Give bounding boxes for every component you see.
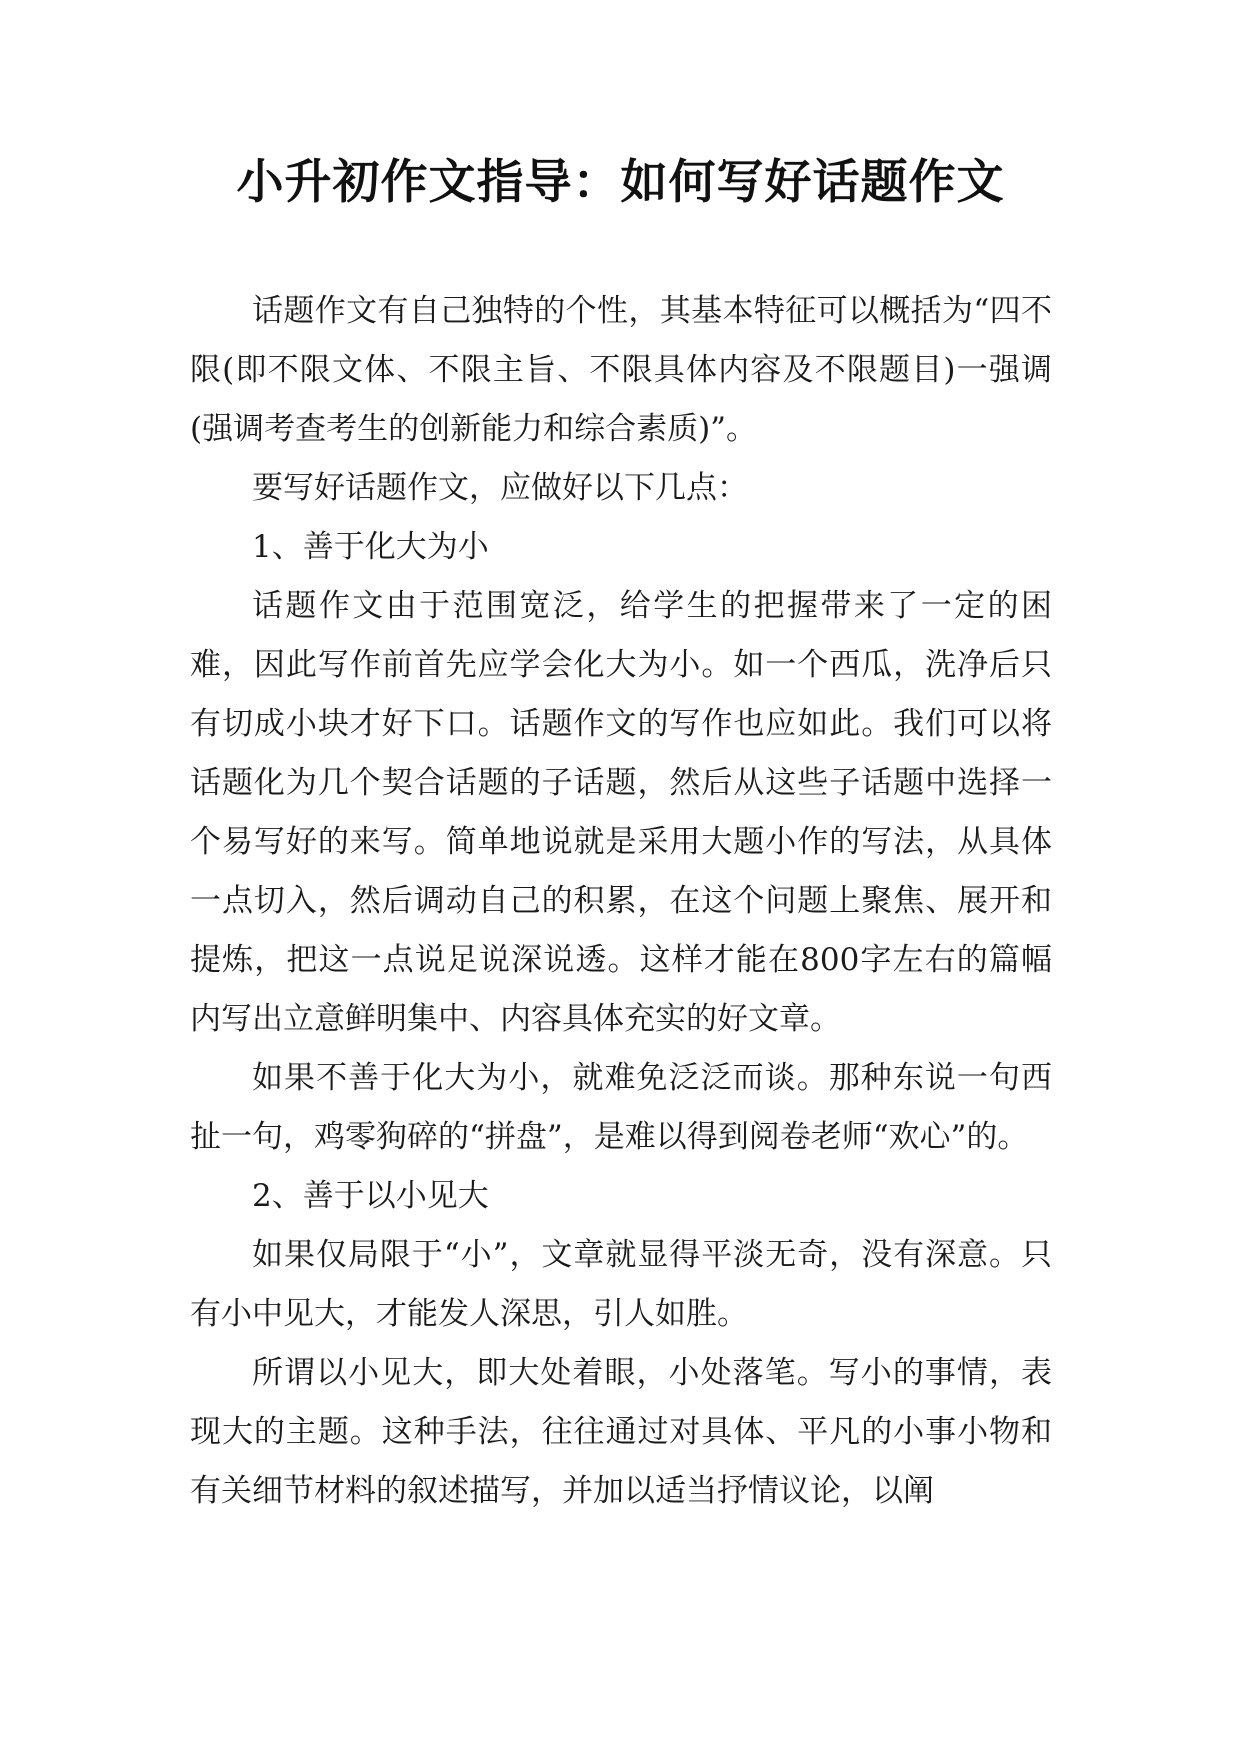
section-heading-1: 1、善于化大为小 — [252, 529, 489, 565]
paragraph-intro: 话题作文有自己独特的个性，其基本特征可以概括为“四不限(即不限文体、不限主旨、不限具体内容及不限题目)一强调(强调考查考生的创新能力和综合素质)”。 — [190, 293, 1052, 447]
section-heading-2: 2、善于以小见大 — [252, 1178, 489, 1214]
document-body — [190, 282, 1052, 1521]
paragraph: 所谓以小见大，即大处着眼，小处落笔。写小的事情，表现大的主题。这种手法，往往通过对具体、平凡的小事小物和有关细节材料的叙述描写，并加以适当抒情议论，以阐 — [190, 1355, 1052, 1509]
paragraph: 如果仅局限于“小”，文章就显得平淡无奇，没有深意。只有小中见大，才能发人深思，引人如胜。 — [190, 1237, 1052, 1332]
paragraph-lead: 要写好话题作文，应做好以下几点： — [252, 470, 748, 506]
paragraph: 话题作文由于范围宽泛，给学生的把握带来了一定的困难，因此写作前首先应学会化大为小。如一个西瓜，洗净后只有切成小块才好下口。话题作文的写作也应如此。我们可以将话题化为几个契合话题的子话题，然后从这些子话题中选择一个易写好的来写。简单地说就是采用大题小作的写法，从具体一点切入，然后调动自己的积累，在这个问题上聚焦、展开和提炼，把这一点说足说深说透。这样才能在800字左右的篇幅内写出立意鲜明集中、内容具体充实的好文章。 — [190, 588, 1052, 1037]
document-title: 小升初作文指导：如何写好话题作文 — [236, 155, 1005, 210]
paragraph: 如果不善于化大为小，就难免泛泛而谈。那种东说一句西扯一句，鸡零狗碎的“拼盘”，是难以得到阅卷老师“欢心”的。 — [190, 1060, 1052, 1155]
